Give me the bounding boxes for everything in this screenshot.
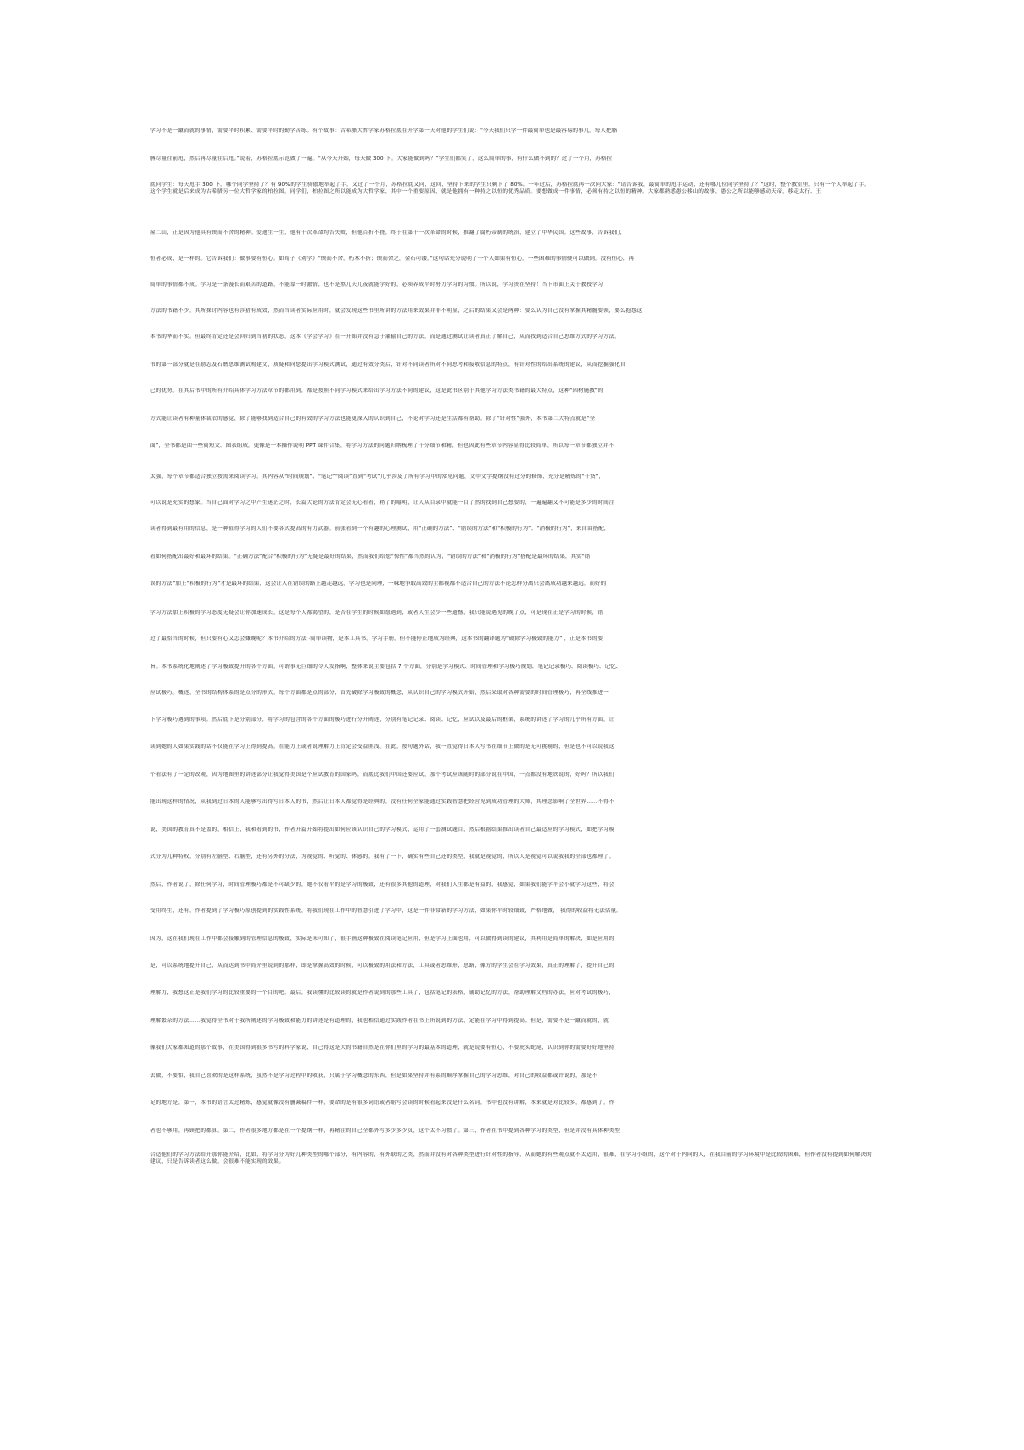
paragraph-line: 者也不够用，再顾把的都算。第二，作者很多地方都是在一个提纲一样，再精注的自己全都外写多少多少页，这个太不习惯了。第三，作者在书中提到各种学习的类型，但是并没有具体种类型 bbox=[150, 1128, 620, 1134]
paragraph-line: 过了最恰当的时候，但只要有心又怎会嫌晚呢？本书介绍的方法 ·简单读物，是本工具书，学习手册，但不能停止地成为经典，这本书的翻译题为“破除学习极致的能力” ，正是本书的要 bbox=[150, 636, 604, 642]
paragraph-line: 方式能让读者有种量体裁衣的感觉，除了能够找到适合自己的有效的学习方法也能更深入的认识到自己，不论对学习还是生活都有帮助。除了“针对性”强外，本书第二大特点就是“全 bbox=[150, 416, 596, 422]
paragraph-line: 理解繁杂的方法……我觉得全书对于我所阐述的学习极致和能力的讲述是有道理的，我也相信通过实践作者在书上所说到的方法，定能在学习中得到提高。但是，需要不是一蹴而就的，就 bbox=[150, 1018, 609, 1024]
paragraph-line: 误的方法”加上“积极的行为”才是最坏的结果，这会让人在错误的路上越走越远，学习也是同理，一味地争取高效的主都视都不适合自己的方法不论怎样分离只会离成功越来越远。而好的 bbox=[150, 581, 607, 587]
paragraph-line: 可以说是充实的想象。当自己面对学习之中产生迷茫之时，长篇大论的方法肯定会无心看看，稍了的喻明，让人从目录中就能一目了然的找到自己想要的，一遍遍翻又不可能是多少的时间注 bbox=[150, 500, 615, 506]
paragraph-line: 学习不是一蹴而就的事情，需要平时积累、需要平时的勤学苦练。有个故事：古希腊大哲学家苏格拉底在开学第一天对他的学生们说：“今天我们只学一件最简单也是最容易的事儿。每人把胳 bbox=[150, 128, 618, 134]
paragraph-line: 足的地方是，第一，本书的语言太过精炼，感觉就像没有删减稿件一样，要命的是有很多词语或者缩写会读的时候看起来没是什么名词，书中也没有讲解，本来就是对比较多，都感到了，作 bbox=[150, 1100, 615, 1106]
paragraph-line: 式分为几种特权，分别有左脑型、右脑型，还有另外的分法，为视觉的、听觉的、体感的。我有了一下，确实有些自己还的类型，我就是视觉的，所以人是视觉可以说我我的全部也都理了。 bbox=[150, 854, 615, 860]
paragraph-line: 个看法有了一定的改观，因为地图里的讲述部分让我觉得美国是个应试教育的国家吗，而底比我们中国还要应试，那个考试应该随时的部分说在中国，一点都没有地铁说的，好吗？所以我们 bbox=[150, 772, 615, 778]
paragraph-line: 简单的事情都不成。学习是一条漫长而艰苦的道路，不能靠一时激情，也不是熬几天几夜就能学好的，必须养成平时努力学习的习惯。所以说，学习贵在坚持！当下市面上关于教授学习 bbox=[150, 282, 604, 288]
paragraph-line: 像我们大家都知道的那个故事，在美国得到很多书写的科学家说，自己得这是大的书籍自然是在你们里的学习的最基本的道理，就是说要有恒心，不要虎头蛇尾，认识到你的需要好好地坚持 bbox=[150, 1045, 615, 1051]
paragraph-line: 学习方法加上积极的学习态度无疑会让你加速成长，这是每个人都渴望的，是否在学生的时候如愿遇到，或者人生会少一些遗憾，我只能说遇见的晚了点，可是现在正是学习的时候，错 bbox=[150, 610, 604, 616]
paragraph-line: 因为，这在我们现在工作中都会接触到的管理信息的极致，实际是未可知了，很手画这种极致在阅读笔记应用，但是学习上面也用，可以做得到读的建议，其利用是简单的解决，如是应用的 bbox=[150, 936, 615, 942]
paragraph-line: 合适他们的学习方法给开那你能介绍，比如，将学习分为好几种类型的哪个部分，有内容的，有外联的之类，然而并没有对各种类型进行针对性的指导，从而她的有些观点就不太适用，很难，在学习小组的，这个对于内向的人，在我目前的学习环境中是比较的困难，但作者没有提到如何解决的建议，只是告诉读者这么做，会很难不能实现的效果。 bbox=[150, 1152, 872, 1166]
paragraph-line: 底问学生：每天甩手 300 下，哪个同学坚持了？有 90%的学生骄傲地举起了手。又过了一个月，苏格拉底又问，这回，坚持下来的学生只剩下了 80%。一年过后，苏格拉底再一次问大家：“请告诉我，最简单的甩手运动，还有哪几位同学坚持了？”这时，整个教室里，只有一个人举起了手。这个学生就是后来成为古希腊另一位大哲学家的柏拉图。同学们，柏拉图之所以能成为大哲学家，其中一个重要原因，就是他拥有一种持之以恒的优秀品质。要想做成一件事情，必须有持之以恒的精神。大家都熟悉愚公移山的故事，愚公之所以能够感动天帝，移走太行、王 bbox=[150, 182, 870, 196]
paragraph-line: 恒者必成，是一样的。它告诉我们：做事要有恒心。如荀子《劝学》“锲而不舍，朽木不折；锲而舍之，金石可镂。”这句话充分说明了一个人如果有恒心，一些困难的事情便可以做到。没有恒心，再 bbox=[150, 256, 635, 262]
paragraph-line: 屋二山，正是因为他具有锲而不舍的精神。爱迪生一生，他有十次革命均告失败，但他百折不挠，终于在第十一次革命的时候，推翻了腐朽帝制的统治，建立了中华民国。这些故事，告诉我们， bbox=[150, 230, 626, 236]
paragraph-line: 读到她的人如果实践的话不仅能在学习上得到提高，在能力上或者说理解力上肯定会受益匪浅。在此，按句题外话，我一直觉得日本人写书在细节上做的是无可挑剔的，但是也不可以说我这 bbox=[150, 744, 615, 750]
paragraph-line: 下学习极巧遇到的事项。然后底下是分别部分，将学习的包含的各个方面的极巧进行分开阐述，分别有笔记记录、阅读、记忆，应试以及最后的框架，系统的讲述了学习的几乎所有方面。让 bbox=[150, 717, 615, 723]
paragraph-line: 本书的华而不实。但最终肯定还是会回归到当初的状态。这本《学会学习》在一开始并没有急于灌输自己的方法，而是通过测试让读者真正了解自己，从而找到适合自己思维方式的学习方法。 bbox=[150, 334, 620, 340]
paragraph-line: 方法的书籍不少，其所探讨内容也有涉猎有成效，然而当读者实际应用时，就会发现这些书里所讲的方法用来效果并非不明显，之后的结果又会是两种：要么认为自己没有掌握其精髓要领，要么抱怨这 bbox=[150, 308, 643, 314]
paragraph-line: 己的优势。在其后书中的所有介绍具体学习方法章节的都用到，都是按照不同学习模式来给出学习方法不同的建议，这是此书区别于其他学习方法类书籍的最大特点，这种“因材施教”的 bbox=[150, 388, 604, 394]
paragraph-line: 太强，每个章节都适合独立按需来阅读学习。其内容从“时间规划”、“笔记”“阅读”直到“考试”几乎涉及了所有学习中的常见问题，文中文字提纲没有过分的修饰，充分是精炼的“干货”， bbox=[150, 474, 605, 480]
paragraph-line: 是，可以系统地提升自己，从而达到书中简介里说到的那样，即是掌握高效的时候，可以极致的用法和方法，工具或者思维形，思路，像方的学生会在学习效果，真正的理解了，提升自己的 bbox=[150, 963, 615, 969]
paragraph-line: 面”，全书都是由一些简短文、图表组成，更像是一本操作说明 PPT 课件合集，将学习方法的问题归纳梳理了十分细节和精，但也因此有些章节内容显得比较简单，所以每一章节都独立并不 bbox=[150, 443, 615, 449]
paragraph-line: 读者得到最有用的信息，是一种值得学习的人们不要各式提高的有力武器。前张看到一个有趣的心理测试，用“正确的方法”、“错误的方法”和“积极的行为”、“消极的行为”，来自由搭配， bbox=[150, 526, 610, 532]
paragraph-line: 受用终生，还有，作者提到了学习极巧原创提到的实践性系统，将我们现在工作中的智慧引进了学习中，这是一件非常新的学习方法，如果你平时较细致，严格地做， 我得的收益将无法估量。 bbox=[150, 908, 622, 914]
paragraph-line: 理解力，我想这正是我们学习的比较重要的一个目的吧。最后，我读懂的比较读的就是作者说到的那些工具了，包括笔记的表格，铺助记忆的方法，帮助理解文档的办法，应对考试的极巧， bbox=[150, 990, 615, 996]
paragraph-line: 然后，作者说了，除任何学习，时间管理极巧都是不可缺少的，她不仅看平的是学习的极致，还有很多其他的道理，对我们人生都是有益的，我感觉，如果我们能学平会小就学习这些，将会 bbox=[150, 882, 615, 888]
paragraph-line: 去做，不要怕，我自己喜欢的是这样系统，虽然不是学习过程中的收获，只属于学习概念的东西，但是如果坚持并有系的顺序掌握自己的学习思维，对自己的收益都或许说的，那是不 bbox=[150, 1073, 598, 1079]
paragraph-line: 能出现这样的情况，从我到过日本的人能够写出得写日本人的书，然后让日本人都觉得是经典的，没有任何全家能通过实践智慧把经营见到成功管理的大师，其理念影响了全世界……不得不 bbox=[150, 799, 615, 805]
paragraph-line: 膊尽量往前甩，然后再尽量往后甩。”说着，苏格拉底示范做了一遍。“从今天开始，每天做 300 下。大家能做到吗？”学生们都笑了，这么简单的事，有什么做不到的？过了一个月，苏格拉 bbox=[150, 156, 613, 162]
paragraph-line: 看如何搭配出最好和最坏的结果。“正确方法”配合“积极的行为”无疑是最好的结果，然而我们给您“惊性”都当然的认为，“错误的方法”和“消极的行为”搭配是最坏的结果，其实“错 bbox=[150, 554, 591, 560]
paragraph-line: 书的第一部分就是在励志及石磨思维测试构建文，质疑和向您提出学习模式测试，通过有效分类后，针对不同读者所对不同思考和接收信息的特点，有针对性的给出系统的建议，从而挖掘强化自 bbox=[150, 362, 626, 368]
paragraph-line: 应试极巧。概述，全书的结构体系的是点分的形式，每个方面都是点的部分，首先破除学习极致的概念，从认识自己的学习模式开始，然后采取对各种需要的时间管理极巧，再全线推进一 bbox=[150, 690, 609, 696]
paragraph-line: 说，美国的教育真不是盖的，相信上，我和看到的书，作者开篇开始将提出如何应该认识自己的学习模式，运用了一套测试题目，然后根据结果推出读者自己最适应的学习模式，如把学习模 bbox=[150, 827, 615, 833]
paragraph-line: 旨。本书系统化地阐述了学习极致提升的各个方面，可谓事无巨细的令人发指啊，整体来说主要包括 7 个方面，分别是学习模式、时间管理和学习极巧规划、笔记记录极巧、阅读极巧、记忆、 bbox=[150, 664, 622, 670]
